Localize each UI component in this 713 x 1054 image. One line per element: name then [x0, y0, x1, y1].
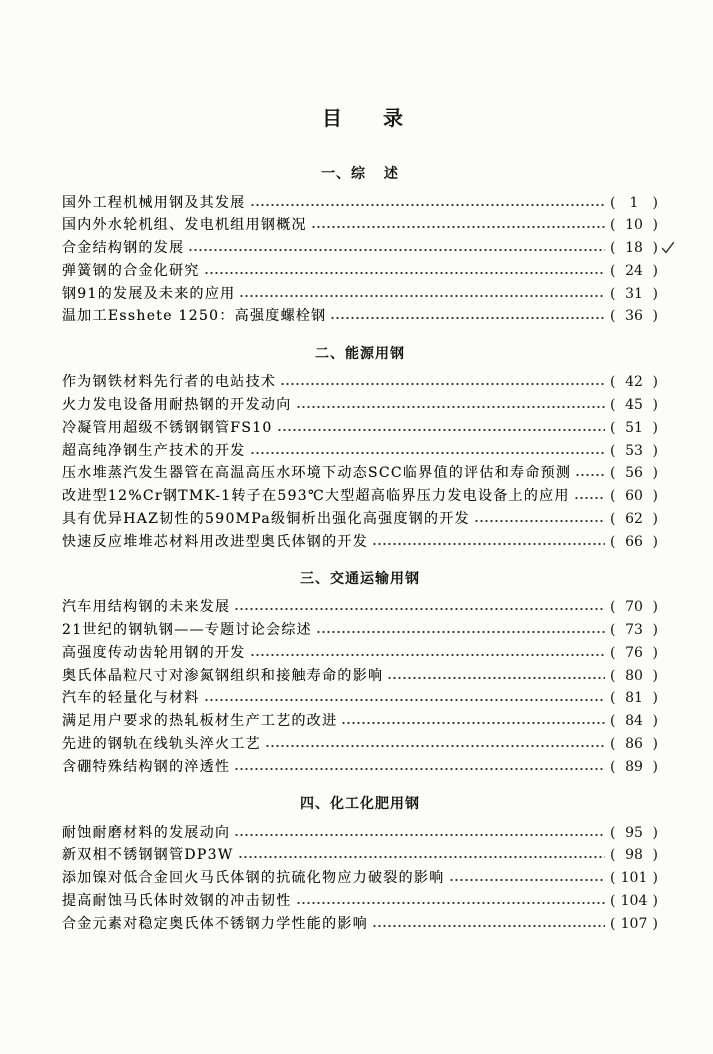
page-number [610, 642, 658, 665]
dot-leader [265, 733, 605, 756]
page-number [610, 756, 658, 779]
page-number-value: ( 84 [625, 713, 643, 730]
toc-entry [62, 531, 658, 554]
toc-entry [62, 596, 658, 619]
dot-leader [188, 237, 605, 260]
page-number-value: ( 24 [625, 262, 643, 279]
page-number-value: ( 89 [625, 758, 643, 775]
entry-title: 快速反应堆堆芯材料用改进型奥氏体钢的开发 [62, 533, 368, 550]
page-number-value: ( 66 [625, 533, 643, 550]
dot-leader [474, 508, 605, 531]
entry-title: 合金元素对稳定奥氏体不锈钢力学性能的影响 [62, 915, 368, 932]
entry-title: 压水堆蒸汽发生器管在高温高压水环境下动态SCC临界值的评估和寿命预测 [62, 465, 572, 482]
page-number-value: ( 31 [625, 285, 643, 302]
toc-entry [62, 192, 658, 215]
page-number [610, 305, 658, 328]
page-number-value: ( 42 [625, 374, 643, 391]
toc-entry [62, 237, 658, 260]
toc-entry [62, 913, 658, 936]
entry-title: 国内外水轮机组、发电机组用钢概况 [62, 217, 307, 234]
entry-title: 具有优异HAZ韧性的590MPa级铜析出强化高强度钢的开发 [62, 510, 470, 527]
entry-title: 新双相不锈钢钢管DP3W [62, 847, 234, 864]
page-number [610, 665, 658, 688]
page-number [610, 260, 658, 283]
toc-section [62, 792, 658, 935]
entry-title: 国外工程机械用钢及其发展 [62, 194, 246, 211]
page-number-value: ( 53 [625, 442, 643, 459]
toc-entry [62, 687, 658, 710]
page-number-value: ( 86 [625, 735, 643, 752]
toc-entry [62, 890, 658, 913]
toc-entry [62, 417, 658, 440]
page-number-value: ( 45 [625, 397, 643, 414]
toc-entry [62, 642, 658, 665]
toc-entry [62, 394, 658, 417]
page-number-value: ( 98 [625, 847, 643, 864]
page-number [610, 687, 658, 710]
table-of-contents [62, 162, 658, 935]
entry-title: 提高耐蚀马氏体时效钢的冲击韧性 [62, 892, 292, 909]
page-number [610, 913, 658, 936]
dot-leader [575, 462, 605, 485]
entry-title: 弹簧钢的合金化研究 [62, 262, 200, 279]
toc-entry [62, 844, 658, 867]
page-number-value: ( 70 [625, 599, 643, 616]
entry-title: 高强度传动齿轮用钢的开发 [62, 644, 246, 661]
page-number [610, 283, 658, 306]
page-number-value: ( 95 [625, 824, 643, 841]
page-number-value: ( 62 [625, 510, 643, 527]
section-heading: 三、交通运输用钢 [300, 570, 420, 587]
toc-entry [62, 665, 658, 688]
entry-title: 作为钢铁材料先行者的电站技术 [62, 374, 277, 391]
page-number [610, 214, 658, 237]
toc-entry [62, 756, 658, 779]
toc-entry [62, 283, 658, 306]
section-heading: 二、能源用钢 [315, 345, 405, 362]
entry-title: 改进型12%Cr钢TMK-1转子在593℃大型超高临界压力发电设备上的应用 [62, 488, 570, 505]
page-number [610, 867, 658, 890]
toc-entry [62, 260, 658, 283]
toc-entry [62, 371, 658, 394]
check-mark-icon [661, 241, 675, 254]
toc-entry [62, 508, 658, 531]
dot-leader [250, 192, 605, 215]
dot-leader [277, 417, 605, 440]
entry-title: 合金结构钢的发展 [62, 240, 185, 257]
toc-entry [62, 440, 658, 463]
page-number [610, 619, 658, 642]
page-number [610, 596, 658, 619]
dot-leader [311, 214, 605, 237]
dot-leader [316, 619, 605, 642]
page-number [610, 710, 658, 733]
dot-leader [296, 890, 606, 913]
page-number [610, 890, 658, 913]
toc-section [62, 162, 658, 328]
dot-leader [250, 440, 605, 463]
entry-title: 冷凝管用超级不锈钢钢管FS10 [62, 419, 273, 436]
page-number-value: ( 101 [620, 870, 648, 887]
page-number [610, 371, 658, 394]
dot-leader [372, 531, 605, 554]
section-heading: 四、化工化肥用钢 [300, 796, 420, 813]
toc-section [62, 342, 658, 554]
page-number [610, 508, 658, 531]
toc-entry [62, 733, 658, 756]
entry-title: 汽车的轻量化与材料 [62, 690, 200, 707]
page-number-value: ( 104 [620, 892, 648, 909]
entry-title: 先进的钢轨在线轨头淬火工艺 [62, 735, 261, 752]
dot-leader [387, 665, 605, 688]
page-number [610, 462, 658, 485]
toc-entry [62, 710, 658, 733]
page-number-value: ( 107 [620, 915, 648, 932]
dot-leader [234, 822, 605, 845]
page-number-value: ( 18 [625, 240, 643, 257]
entry-title: 钢91的发展及未来的应用 [62, 285, 236, 302]
toc-entry [62, 867, 658, 890]
dot-leader [234, 756, 605, 779]
entry-title: 耐蚀耐磨材料的发展动向 [62, 824, 231, 841]
entry-title: 含硼特殊结构钢的淬透性 [62, 758, 231, 775]
page-title: 目 录 [322, 106, 403, 130]
entry-title: 满足用户要求的热轧板材生产工艺的改进 [62, 713, 338, 730]
page-number [610, 417, 658, 440]
section-heading: 一、综 述 [321, 166, 399, 182]
page-number-value: ( 73 [625, 622, 643, 639]
toc-section [62, 567, 658, 779]
page-number-value: ( 60 [625, 488, 643, 505]
entry-title: 汽车用结构钢的未来发展 [62, 599, 231, 616]
page-number-value: ( 36 [625, 308, 643, 325]
page-number [610, 733, 658, 756]
toc-entry [62, 619, 658, 642]
entry-title: 奥氏体晶粒尺寸对渗氮钢组织和接触寿命的影响 [62, 667, 384, 684]
page-number-value: ( 56 [625, 465, 643, 482]
page-number [610, 822, 658, 845]
page-number [610, 192, 658, 215]
toc-entry [62, 485, 658, 508]
dot-leader [250, 642, 605, 665]
page-number [610, 394, 658, 417]
toc-entry [62, 822, 658, 845]
dot-leader [204, 687, 605, 710]
page-number-value: ( 51 [625, 419, 643, 436]
dot-leader [574, 485, 605, 508]
page-number [610, 237, 658, 260]
page-number [610, 844, 658, 867]
entry-title: 21世纪的钢轨钢——专题讨论会综述 [62, 622, 312, 639]
dot-leader [449, 867, 606, 890]
toc-entry [62, 462, 658, 485]
page-number-value: ( 80 [625, 667, 643, 684]
toc-entry [62, 214, 658, 237]
page-number-value: ( 81 [625, 690, 643, 707]
dot-leader [238, 844, 605, 867]
page-number [610, 531, 658, 554]
dot-leader [296, 394, 606, 417]
dot-leader [239, 283, 605, 306]
dot-leader [234, 596, 605, 619]
entry-title: 超高纯净钢生产技术的开发 [62, 442, 246, 459]
dot-leader [341, 710, 605, 733]
entry-title: 火力发电设备用耐热钢的开发动向 [62, 397, 292, 414]
dot-leader [204, 260, 605, 283]
page-number-value: ( 76 [625, 644, 643, 661]
page-number-value: ( 1 [629, 194, 639, 211]
page-number [610, 440, 658, 463]
dot-leader [372, 913, 605, 936]
page-number [610, 485, 658, 508]
dot-leader [280, 371, 605, 394]
toc-entry [62, 305, 658, 328]
page-number-value: ( 10 [625, 217, 643, 234]
dot-leader [330, 305, 605, 328]
entry-title: 温加工Esshete 1250：高强度螺栓钢 [62, 308, 327, 325]
entry-title: 添加镍对低合金回火马氏体钢的抗硫化物应力破裂的影响 [62, 870, 445, 887]
